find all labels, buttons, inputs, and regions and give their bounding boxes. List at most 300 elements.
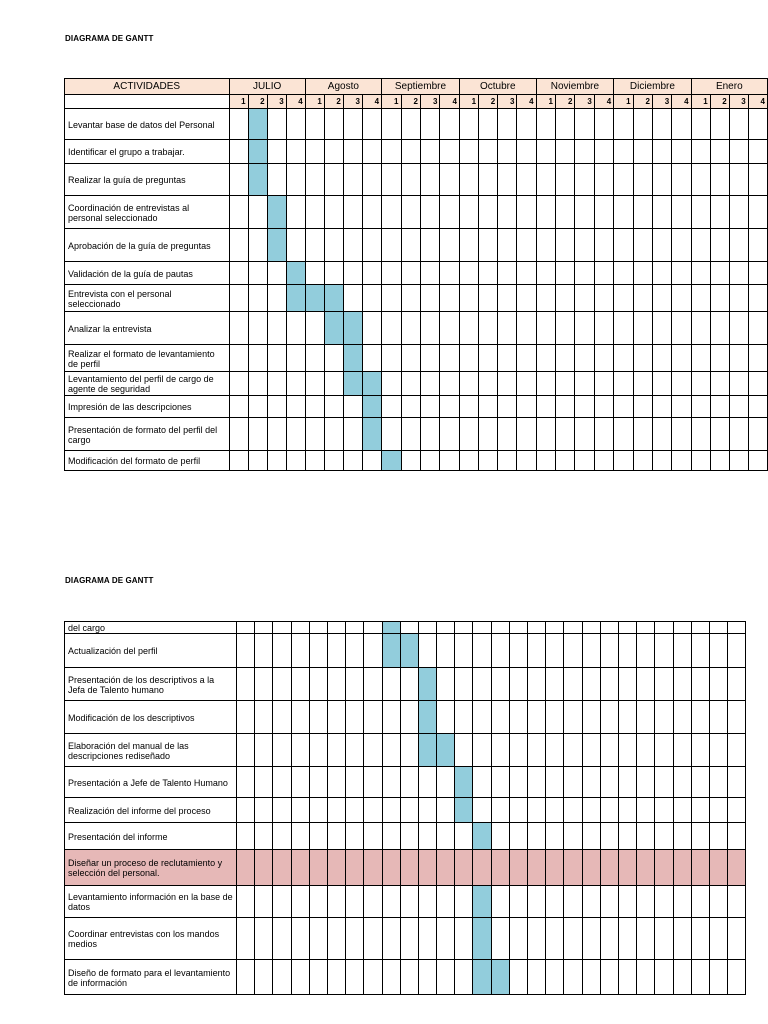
gantt-cell [618, 886, 636, 918]
gantt-cell [728, 701, 746, 734]
activity-label: Entrevista con el personal seleccionado [65, 285, 230, 312]
gantt-cell [459, 285, 478, 312]
gantt-cell [291, 823, 309, 850]
gantt-cell [343, 164, 362, 196]
gantt-cell [382, 960, 400, 995]
gantt-cell [255, 634, 273, 668]
gantt-cell [637, 767, 655, 798]
gantt-cell [728, 886, 746, 918]
gantt-cell [343, 451, 362, 471]
gantt-cell [324, 418, 343, 451]
gantt-cell [418, 823, 436, 850]
gantt-cell [556, 140, 575, 164]
week-number: 3 [498, 95, 517, 109]
gantt-cell [575, 262, 594, 285]
gantt-cell [273, 886, 291, 918]
gantt-cell [528, 886, 546, 918]
gantt-cell [382, 850, 400, 886]
gantt-cell [237, 960, 255, 995]
page-title-2: DIAGRAMA DE GANTT [65, 576, 154, 585]
gantt-cell [633, 140, 652, 164]
week-number: 4 [362, 95, 381, 109]
gantt-cell [229, 372, 248, 396]
gantt-cell [418, 886, 436, 918]
gantt-cell [273, 622, 291, 634]
gantt-cell [614, 396, 633, 418]
gantt-cell [637, 960, 655, 995]
gantt-cell [509, 734, 527, 767]
gantt-cell [346, 668, 364, 701]
gantt-cell [710, 109, 729, 140]
gantt-cell [652, 140, 671, 164]
gantt-cell [382, 886, 400, 918]
gantt-cell [691, 850, 709, 886]
gantt-cell [364, 798, 382, 823]
gantt-cell [305, 312, 324, 345]
gantt-cell [600, 823, 618, 850]
gantt-cell [582, 622, 600, 634]
gantt-cell [728, 634, 746, 668]
gantt-cell [729, 396, 748, 418]
gantt-cell [652, 229, 671, 262]
gantt-cell [401, 418, 420, 451]
week-number: 1 [305, 95, 324, 109]
gantt-cell [672, 418, 691, 451]
gantt-cell [267, 396, 286, 418]
gantt-cell [273, 850, 291, 886]
gantt-cell [728, 918, 746, 960]
gantt-cell [400, 767, 418, 798]
gantt-cell [614, 418, 633, 451]
week-number: 1 [459, 95, 478, 109]
gantt-cell [652, 164, 671, 196]
gantt-cell [401, 396, 420, 418]
gantt-cell [343, 109, 362, 140]
gantt-cell [509, 850, 527, 886]
gantt-cell [728, 850, 746, 886]
gantt-cell [575, 451, 594, 471]
gantt-cell [691, 798, 709, 823]
gantt-cell [509, 823, 527, 850]
gantt-cell [536, 451, 555, 471]
gantt-cell [248, 196, 267, 229]
gantt-bar-cell [286, 285, 305, 312]
activity-label: Modificación del formato de perfil [65, 451, 230, 471]
gantt-cell [305, 109, 324, 140]
gantt-cell [291, 734, 309, 767]
gantt-cell [594, 109, 613, 140]
gantt-cell [455, 960, 473, 995]
gantt-cell [536, 312, 555, 345]
gantt-cell [255, 622, 273, 634]
gantt-cell [401, 285, 420, 312]
gantt-cell [237, 701, 255, 734]
gantt-cell [673, 823, 691, 850]
gantt-cell [564, 850, 582, 886]
gantt-cell [710, 418, 729, 451]
gantt-cell [382, 701, 400, 734]
gantt-cell [229, 164, 248, 196]
gantt-cell [594, 418, 613, 451]
gantt-cell [618, 622, 636, 634]
gantt-cell [652, 109, 671, 140]
gantt-cell [729, 345, 748, 372]
gantt-cell [633, 229, 652, 262]
gantt-cell [362, 164, 381, 196]
gantt-cell [364, 886, 382, 918]
gantt-cell [237, 823, 255, 850]
gantt-bar-cell [286, 262, 305, 285]
gantt-cell [343, 418, 362, 451]
gantt-cell [600, 734, 618, 767]
gantt-cell [255, 734, 273, 767]
gantt-cell [498, 418, 517, 451]
gantt-cell [401, 196, 420, 229]
gantt-cell [305, 196, 324, 229]
gantt-cell [729, 418, 748, 451]
gantt-cell [305, 140, 324, 164]
gantt-cell [536, 285, 555, 312]
gantt-cell [600, 701, 618, 734]
activity-row [65, 634, 746, 668]
activity-row [65, 164, 768, 196]
activity-row [65, 918, 746, 960]
gantt-cell [673, 668, 691, 701]
gantt-cell [556, 312, 575, 345]
gantt-bar-cell [343, 345, 362, 372]
gantt-cell [618, 767, 636, 798]
week-number: 3 [267, 95, 286, 109]
gantt-cell [440, 109, 459, 140]
gantt-cell [672, 140, 691, 164]
gantt-cell [364, 850, 382, 886]
gantt-cell [237, 734, 255, 767]
gantt-cell [382, 918, 400, 960]
gantt-cell [575, 372, 594, 396]
gantt-table-continued [64, 621, 746, 995]
gantt-cell [556, 164, 575, 196]
gantt-cell [748, 285, 767, 312]
gantt-cell [491, 622, 509, 634]
gantt-cell [401, 312, 420, 345]
gantt-cell [437, 918, 455, 960]
gantt-cell [594, 196, 613, 229]
gantt-cell [729, 164, 748, 196]
month-header: Octubre [459, 79, 536, 95]
activity-row [65, 109, 768, 140]
gantt-cell [517, 345, 536, 372]
gantt-cell [255, 823, 273, 850]
activity-row [65, 396, 768, 418]
gantt-bar-cell [437, 734, 455, 767]
month-header: Septiembre [382, 79, 460, 95]
gantt-cell [748, 109, 767, 140]
gantt-cell [382, 140, 401, 164]
gantt-cell [479, 262, 498, 285]
gantt-cell [582, 734, 600, 767]
gantt-cell [710, 396, 729, 418]
gantt-cell [618, 918, 636, 960]
gantt-cell [509, 668, 527, 701]
gantt-cell [748, 396, 767, 418]
gantt-cell [691, 734, 709, 767]
gantt-cell [286, 396, 305, 418]
gantt-cell [637, 850, 655, 886]
gantt-cell [729, 229, 748, 262]
activity-label: Diseñar un proceso de reclutamiento y selección del personal. [65, 850, 237, 886]
gantt-cell [594, 229, 613, 262]
gantt-cell [346, 622, 364, 634]
gantt-cell [509, 960, 527, 995]
gantt-bar-cell [248, 140, 267, 164]
gantt-cell [309, 701, 327, 734]
gantt-cell [564, 886, 582, 918]
gantt-cell [618, 634, 636, 668]
gantt-cell [564, 823, 582, 850]
gantt-bar-cell [248, 109, 267, 140]
gantt-cell [655, 960, 673, 995]
gantt-cell [382, 285, 401, 312]
activities-header: ACTIVIDADES [65, 79, 230, 95]
gantt-cell [420, 196, 439, 229]
gantt-cell [729, 372, 748, 396]
gantt-cell [437, 798, 455, 823]
gantt-cell [286, 164, 305, 196]
gantt-cell [498, 285, 517, 312]
gantt-cell [637, 622, 655, 634]
gantt-cell [575, 312, 594, 345]
highlight-row [65, 850, 746, 886]
gantt-cell [600, 960, 618, 995]
gantt-cell [564, 960, 582, 995]
gantt-cell [491, 886, 509, 918]
activity-label: Modificación de los descriptivos [65, 701, 237, 734]
gantt-cell [491, 767, 509, 798]
gantt-cell [324, 140, 343, 164]
activity-row [65, 345, 768, 372]
gantt-cell [748, 196, 767, 229]
week-number: 1 [691, 95, 710, 109]
gantt-cell [728, 960, 746, 995]
activity-label: Realización del informe del proceso [65, 798, 237, 823]
gantt-cell [600, 886, 618, 918]
gantt-cell [517, 109, 536, 140]
gantt-cell [400, 622, 418, 634]
gantt-cell [437, 668, 455, 701]
gantt-cell [305, 372, 324, 396]
gantt-cell [362, 262, 381, 285]
gantt-cell [655, 734, 673, 767]
gantt-cell [637, 886, 655, 918]
gantt-cell [459, 262, 478, 285]
gantt-cell [401, 140, 420, 164]
gantt-cell [479, 229, 498, 262]
gantt-cell [691, 451, 710, 471]
gantt-cell [382, 798, 400, 823]
gantt-cell [709, 918, 727, 960]
gantt-cell [575, 109, 594, 140]
gantt-cell [420, 262, 439, 285]
gantt-cell [346, 701, 364, 734]
gantt-cell [575, 229, 594, 262]
activity-label: Presentación de formato del perfil del cargo [65, 418, 230, 451]
gantt-cell [400, 668, 418, 701]
gantt-cell [229, 396, 248, 418]
gantt-cell [556, 451, 575, 471]
gantt-cell [437, 767, 455, 798]
gantt-cell [582, 701, 600, 734]
gantt-cell [382, 418, 401, 451]
gantt-cell [672, 262, 691, 285]
gantt-cell [343, 285, 362, 312]
activity-label: Realizar la guía de preguntas [65, 164, 230, 196]
gantt-cell [291, 701, 309, 734]
gantt-cell [324, 262, 343, 285]
week-number: 4 [440, 95, 459, 109]
gantt-cell [614, 372, 633, 396]
gantt-cell [255, 918, 273, 960]
gantt-cell [594, 140, 613, 164]
gantt-cell [528, 850, 546, 886]
gantt-cell [479, 345, 498, 372]
gantt-cell [582, 850, 600, 886]
gantt-cell [455, 850, 473, 886]
gantt-cell [614, 312, 633, 345]
gantt-cell [327, 823, 345, 850]
gantt-cell [237, 668, 255, 701]
gantt-cell [691, 196, 710, 229]
gantt-cell [691, 285, 710, 312]
gantt-bar-cell [362, 396, 381, 418]
gantt-cell [364, 823, 382, 850]
gantt-cell [728, 734, 746, 767]
gantt-cell [286, 372, 305, 396]
gantt-cell [652, 262, 671, 285]
activity-row [65, 418, 768, 451]
gantt-cell [618, 798, 636, 823]
gantt-cell [491, 634, 509, 668]
gantt-cell [710, 345, 729, 372]
activity-label: Coordinar entrevistas con los mandos medios [65, 918, 237, 960]
activity-row [65, 312, 768, 345]
activity-row [65, 668, 746, 701]
week-number: 2 [710, 95, 729, 109]
gantt-cell [459, 418, 478, 451]
gantt-cell [556, 109, 575, 140]
gantt-cell [536, 196, 555, 229]
gantt-cell [710, 312, 729, 345]
gantt-cell [564, 767, 582, 798]
gantt-cell [420, 229, 439, 262]
gantt-cell [509, 701, 527, 734]
week-number: 3 [652, 95, 671, 109]
gantt-cell [364, 918, 382, 960]
gantt-cell [652, 372, 671, 396]
gantt-cell [267, 345, 286, 372]
gantt-cell [400, 850, 418, 886]
gantt-cell [672, 345, 691, 372]
gantt-cell [267, 451, 286, 471]
gantt-cell [691, 262, 710, 285]
gantt-cell [459, 109, 478, 140]
gantt-cell [517, 262, 536, 285]
gantt-cell [498, 312, 517, 345]
gantt-cell [305, 164, 324, 196]
gantt-cell [255, 886, 273, 918]
gantt-cell [618, 960, 636, 995]
gantt-cell [691, 372, 710, 396]
gantt-cell [324, 345, 343, 372]
gantt-cell [498, 109, 517, 140]
gantt-cell [729, 140, 748, 164]
gantt-cell [382, 229, 401, 262]
gantt-cell [498, 196, 517, 229]
gantt-cell [728, 622, 746, 634]
activity-label: Aprobación de la guía de preguntas [65, 229, 230, 262]
gantt-bar-cell [324, 312, 343, 345]
gantt-cell [691, 109, 710, 140]
gantt-cell [517, 164, 536, 196]
gantt-cell [491, 850, 509, 886]
gantt-cell [618, 701, 636, 734]
gantt-cell [382, 312, 401, 345]
gantt-cell [546, 798, 564, 823]
week-number: 1 [382, 95, 401, 109]
gantt-cell [600, 767, 618, 798]
gantt-cell [509, 798, 527, 823]
gantt-cell [401, 372, 420, 396]
gantt-cell [346, 734, 364, 767]
gantt-cell [528, 960, 546, 995]
gantt-cell [528, 668, 546, 701]
activity-label: Presentación del informe [65, 823, 237, 850]
gantt-cell [237, 622, 255, 634]
gantt-cell [691, 886, 709, 918]
week-number: 4 [594, 95, 613, 109]
gantt-cell [237, 798, 255, 823]
gantt-cell [324, 109, 343, 140]
gantt-cell [437, 701, 455, 734]
activity-label: Levantar base de datos del Personal [65, 109, 230, 140]
month-header: JULIO [229, 79, 305, 95]
gantt-cell [229, 229, 248, 262]
gantt-cell [309, 767, 327, 798]
gantt-cell [324, 396, 343, 418]
gantt-cell [594, 345, 613, 372]
gantt-cell [528, 767, 546, 798]
gantt-cell [536, 372, 555, 396]
gantt-cell [309, 798, 327, 823]
gantt-cell [710, 140, 729, 164]
gantt-cell [498, 372, 517, 396]
gantt-cell [455, 701, 473, 734]
gantt-cell [655, 798, 673, 823]
gantt-cell [327, 734, 345, 767]
gantt-cell [473, 734, 491, 767]
month-header: Agosto [305, 79, 381, 95]
gantt-cell [633, 345, 652, 372]
gantt-cell [748, 262, 767, 285]
gantt-cell [691, 823, 709, 850]
gantt-cell [655, 918, 673, 960]
gantt-cell [556, 229, 575, 262]
gantt-cell [473, 668, 491, 701]
gantt-cell [517, 196, 536, 229]
gantt-cell [729, 196, 748, 229]
gantt-cell [327, 960, 345, 995]
gantt-cell [418, 634, 436, 668]
gantt-cell [582, 767, 600, 798]
